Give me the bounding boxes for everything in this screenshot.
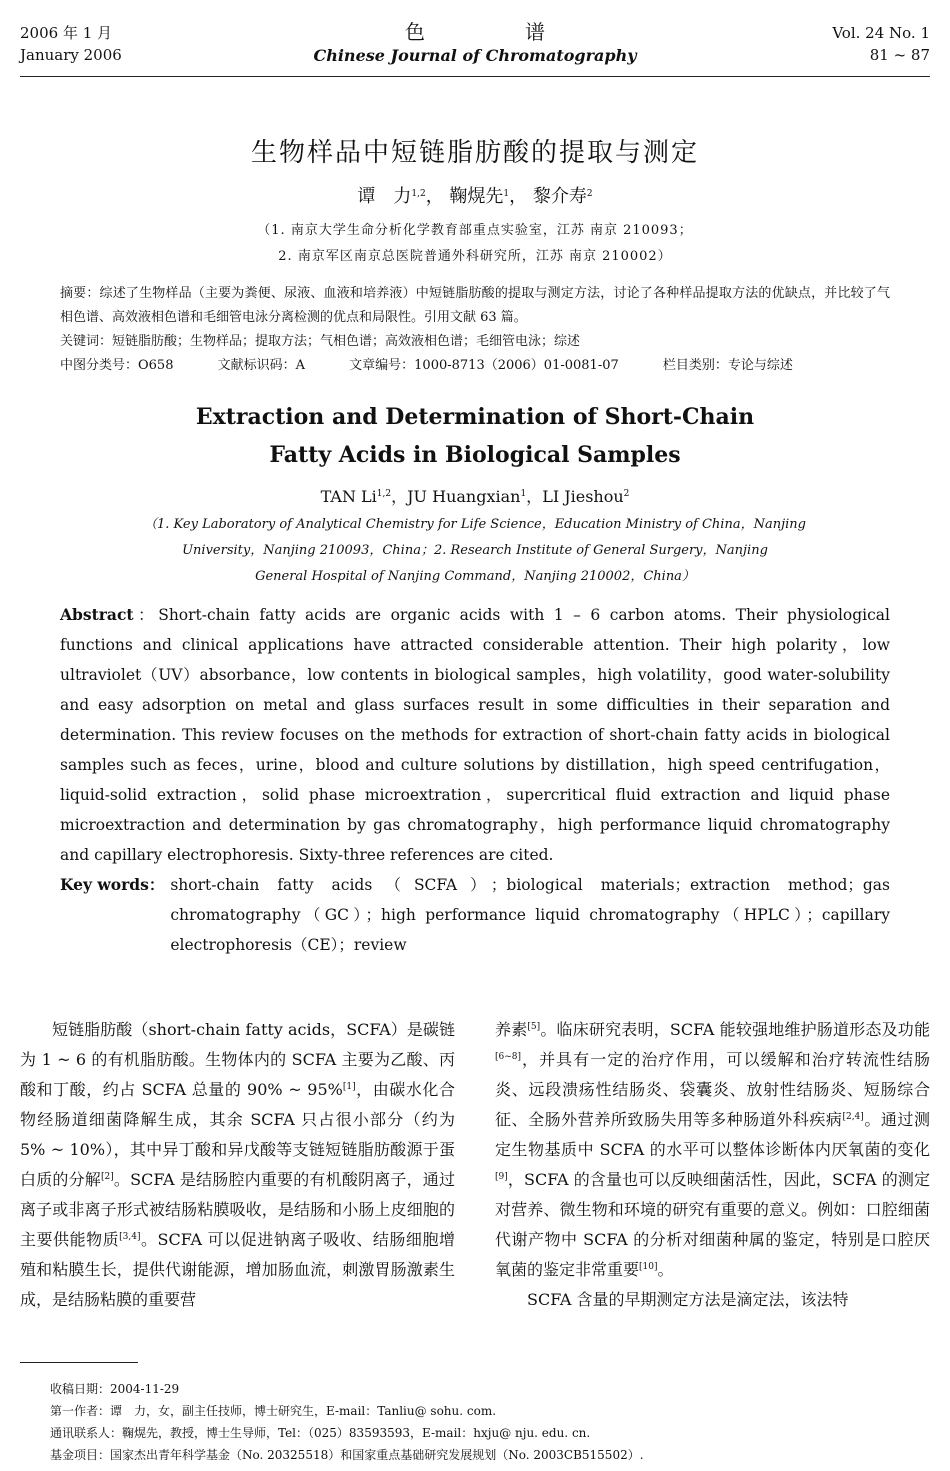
author-affiliation-mark: 1,2 [411, 189, 426, 199]
body-text: 。SCFA 是结肠腔内重要的有机酸阴离子，通过离子或非离子形式被结肠粘膜吸收，是结肠和小肠上皮细胞的主要供能物质 [20, 1170, 455, 1249]
author-list-cn [0, 182, 950, 208]
author-name: JU Huangxian [407, 487, 521, 506]
body-paragraph [495, 1015, 930, 1285]
keywords-en [60, 870, 890, 960]
author-name: TAN Li [320, 487, 377, 506]
body-text: 短链脂肪酸（short-chain fatty acids，SCFA）是碳链为 1 ~ 6 的有机脂肪酸。生物体内的 SCFA 主要为乙酸、丙酸和丁酸，约占 SCFA 总量的 90% ~ 95% [20, 1020, 455, 1099]
title-line: Extraction and Determination of Short-Chain [195, 404, 755, 430]
author-separator: ， [526, 487, 543, 506]
issue-date-cn: 2006 年 1 月 [20, 24, 113, 42]
affiliations-en [90, 512, 860, 590]
footnote-received-date: 收稿日期：2004-11-29 [50, 1382, 180, 1396]
citation: [1] [342, 1082, 356, 1092]
footnote-first-author: 第一作者：谭 力，女，副主任技师，博士研究生，E-mail：Tanliu@ sohu. com. [50, 1404, 497, 1418]
author-name: 鞠熀先 [449, 186, 504, 207]
issue-date-en: January 2006 [20, 46, 122, 64]
running-header-right [832, 22, 930, 66]
keywords-text: short-chain fatty acids（SCFA）；biological materials；extraction method；gas chromatography（GC）；high performance liquid chromatography（HPLC）；capillary electrophoresis（CE）；review [170, 876, 890, 954]
header-divider [20, 76, 930, 77]
body-text: 。通过测定生物基质中 SCFA 的水平可以整体诊断体内厌氧菌的变化 [495, 1110, 930, 1159]
keywords-cn: 关键词：短链脂肪酸；生物样品；提取方法；气相色谱；高效液相色谱；毛细管电泳；综述 [60, 334, 581, 349]
classification-row [60, 354, 890, 378]
running-header-center [0, 20, 950, 68]
body-paragraph [20, 1015, 455, 1315]
volume-number: Vol. 24 No. 1 [832, 24, 930, 42]
citation: [6~8] [495, 1052, 522, 1062]
body-text: 。SCFA 可以促进钠离子吸收、结肠细胞增殖和粘膜生长，提供代谢能源，增加肠血流，刺激胃肠激素生成，是结肠粘膜的重要营 [20, 1230, 455, 1309]
article-title-cn: 生物样品中短链脂肪酸的提取与测定 [250, 138, 699, 168]
author-name: LI Jieshou [542, 487, 624, 506]
footnotes [50, 1378, 910, 1466]
title-line: Fatty Acids in Biological Samples [269, 442, 681, 468]
body-text: 。 [657, 1260, 674, 1279]
journal-name-en: Chinese Journal of Chromatography [313, 46, 637, 65]
keywords-label-text: Key words [60, 875, 149, 894]
body-text: ，SCFA 的含量也可以反映细菌活性，因此，SCFA 的测定对营养、微生物和环境的研究有重要的意义。例如：口腔细菌代谢产物中 SCFA 的分析对细菌种属的鉴定，特别是口腔厌氧菌的鉴定非常重要 [495, 1170, 930, 1279]
author-affiliation-mark: 1,2 [376, 489, 392, 499]
author-separator: ， [425, 186, 444, 207]
keywords-label: Key words： [60, 875, 165, 894]
abstract-cn: 摘要：综述了生物样品（主要为粪便、尿液、血液和培养液）中短链脂肪酸的提取与测定方法，讨论了各种样品提取方法的优缺点，并比较了气相色谱、高效液相色谱和毛细管电泳分离检测的优点和局限性。引用文献 63 篇。 [60, 286, 890, 325]
abstract-en [60, 600, 890, 870]
abstract-cn-block [60, 282, 890, 378]
body-text: ，并具有一定的治疗作用，可以缓解和治疗转流性结肠炎、远段溃疡性结肠炎、袋囊炎、放射性结肠炎、短肠综合征、全肠外营养所致肠失用等多种肠道外科疾病 [495, 1050, 930, 1129]
citation: [2] [100, 1172, 114, 1182]
author-affiliation-mark: 2 [623, 489, 630, 499]
author-separator: ， [391, 487, 408, 506]
abstract-label: Abstract [60, 605, 134, 624]
author-separator: ， [509, 186, 528, 207]
body-text: 养素 [495, 1020, 528, 1039]
body-paragraph: SCFA 含量的早期测定方法是滴定法，该法特 [527, 1290, 849, 1309]
footnote-corresponding-author: 通讯联系人：鞠熀先，教授，博士生导师，Tel：（025）83593593，E-mail：hxju@ nju. edu. cn. [50, 1426, 591, 1440]
footnote-divider [20, 1362, 138, 1363]
citation: [2,4] [842, 1112, 864, 1122]
abstract-en-block [60, 600, 890, 960]
affiliation-line: （1. 南京大学生命分析化学教育部重点实验室，江苏 南京 210093； [257, 223, 693, 238]
article-title-en [0, 398, 950, 474]
affiliation-line: （1. Key Laboratory of Analytical Chemistry for Life Science，Education Ministry of China，Nanjing [144, 517, 806, 532]
journal-name-cn: 色谱 [405, 20, 645, 44]
citation: [3,4] [119, 1232, 141, 1242]
affiliation-line: 2. 南京军区南京总医院普通外科研究所，江苏 南京 210002） [278, 249, 672, 264]
affiliation-line: General Hospital of Nanjing Command，Nanjing 210002，China） [255, 569, 695, 584]
citation: [5] [527, 1022, 541, 1032]
author-name: 黎介寿 [532, 186, 587, 207]
abstract-text: ：Short-chain fatty acids are organic acids with 1 – 6 carbon atoms. Their physiological functions and clinical applications have attracted considerable attention. Their high polarity，low ultraviolet（UV）absorbance，low contents in biological samples，high volatility，good water-solubility and easy adsorption on metal and glass surfaces result in some difficulties in their separation and determination. This review focuses on the methods for extraction of short-chain fatty acids in biological samples such as feces，urine，blood and culture solutions by distillation，high speed centrifugation，liquid-solid extraction，solid phase microextration，supercritical fluid extraction and liquid phase microextraction and determination by gas chromatography，high performance liquid chromatography and capillary electrophoresis. Sixty-three references are cited. [60, 606, 890, 864]
column-category: 栏目类别：专论与综述 [662, 358, 793, 373]
body-column-right [495, 1015, 930, 1315]
body-text: ，由碳水化合物经肠道细菌降解生成，其余 SCFA 只占很小部分（约为 5% ~ 10%），其中异丁酸和异戊酸等支链短链脂肪酸源于蛋白质的分解 [20, 1080, 455, 1189]
article-number: 文章编号：1000-8713（2006）01-0081-07 [349, 358, 619, 373]
clc-number: 中图分类号：O658 [60, 358, 174, 373]
author-affiliation-mark: 1 [503, 189, 510, 199]
body-text: 。临床研究表明，SCFA 能较强地维护肠道形态及功能 [540, 1020, 930, 1039]
body-column-left [20, 1015, 455, 1315]
document-code: 文献标识码：A [217, 358, 306, 373]
affiliations-cn [0, 218, 950, 270]
author-affiliation-mark: 2 [586, 189, 593, 199]
author-affiliation-mark: 1 [520, 489, 527, 499]
author-name: 谭 力 [357, 186, 412, 207]
citation: [10] [639, 1262, 658, 1272]
citation: [9] [495, 1172, 508, 1182]
page-range: 81 ~ 87 [869, 46, 930, 64]
author-list-en [0, 484, 950, 507]
footnote-funding: 基金项目：国家杰出青年科学基金（No. 20325518）和国家重点基础研究发展规划（No. 2003CB515502）. [50, 1448, 644, 1462]
affiliation-line: University，Nanjing 210093，China；2. Research Institute of General Surgery，Nanjing [182, 543, 768, 558]
